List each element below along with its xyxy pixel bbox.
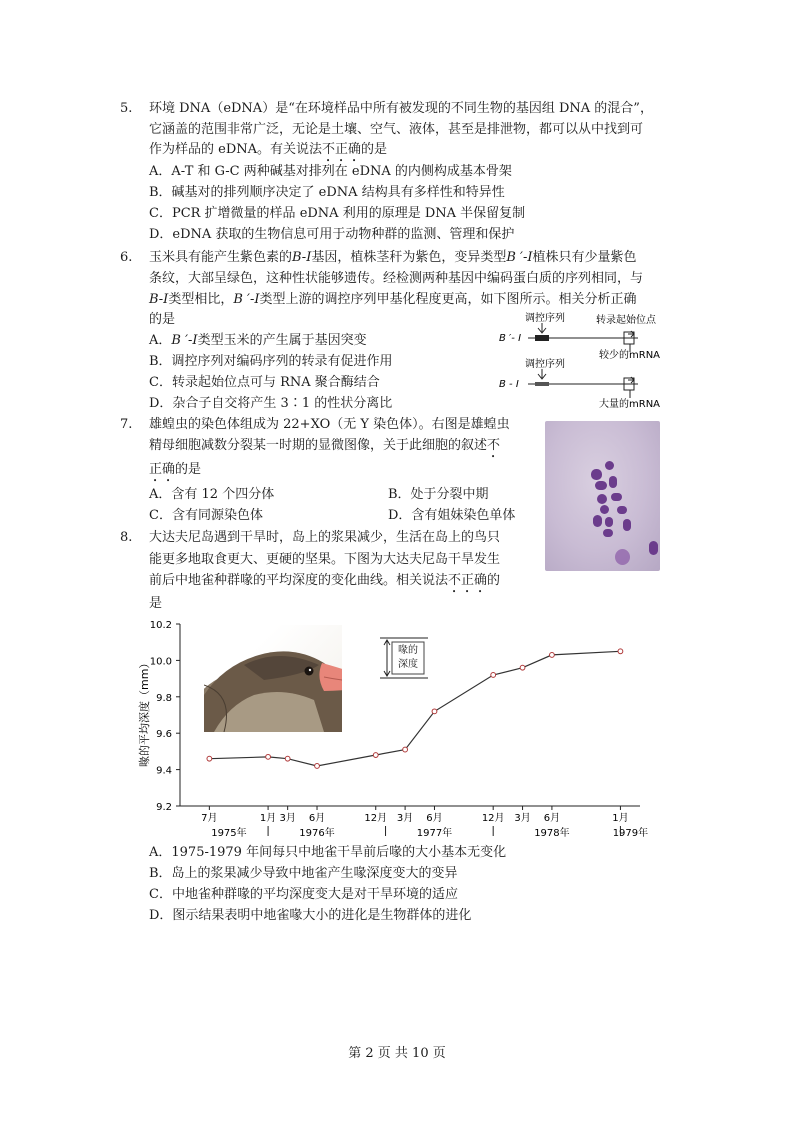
chromosome [611, 493, 622, 501]
q6-stem-line1 [149, 248, 637, 268]
chromosome [593, 515, 602, 527]
data-point [550, 653, 555, 658]
down-arrow-icon [538, 369, 546, 379]
q8-text: 前后中地雀种群喙的平均深度的变化曲线。相关说法 [149, 573, 449, 588]
chromosome [609, 476, 617, 488]
x-tick-label: 6月 [426, 813, 443, 824]
q6-text: 基因，植株茎秆为紫色，变异类型 [311, 250, 507, 265]
double-arrow-icon [384, 640, 390, 676]
data-point [315, 764, 320, 769]
data-point [266, 754, 271, 759]
q8-stem-line3 [149, 571, 500, 596]
year-label: 1976年 [299, 828, 335, 839]
q7-option-b: B．处于分裂中期 [388, 487, 489, 502]
q8-option-b: B．岛上的浆果减少导致中地雀产生喙深度变大的变异 [149, 866, 458, 881]
chromosome [649, 541, 658, 555]
chromosome [600, 505, 609, 514]
x-tick-label: 3月 [514, 813, 531, 824]
chromosome [597, 494, 607, 504]
y-tick-label: 9.2 [156, 802, 172, 813]
q7-emphasis: 不 [487, 438, 501, 453]
gene-b-prime-i: B ′-I [233, 292, 260, 307]
q8-option-d: D．图示结果表明中地雀喙大小的进化是生物群体的进化 [149, 908, 472, 923]
q6-stem-line3 [149, 290, 637, 310]
y-tick-label: 10.2 [149, 620, 172, 631]
less-mrna-label: 较少的mRNA [599, 350, 661, 361]
q5-number: 5. [120, 101, 133, 116]
q5-option-d: D．eDNA 获取的生物信息可用于动物种群的监测、管理和保护 [149, 227, 515, 242]
q5-stem-end: 的是 [361, 142, 388, 157]
q6-option-d: D．杂合子自交将产生 3∶1 的性状分离比 [149, 396, 393, 411]
q6-text: 玉米具有能产生紫色素的 [149, 250, 293, 265]
q7-option-c: C．含有同源染色体 [149, 508, 263, 523]
q7-stem-line1: 雄蝗虫的染色体组成为 22+XO（无 Y 染色体）。右图是雄蝗虫 [149, 417, 510, 432]
q7-number: 7. [120, 417, 133, 432]
q7-emphasis: 正确 [149, 462, 176, 477]
chromosome [603, 529, 613, 537]
year-labels [211, 826, 648, 839]
q5-option-a: A．A-T 和 G-C 两种碱基对排列在 eDNA 的内侧构成基本骨架 [149, 164, 512, 179]
chromosome-micrograph [545, 421, 660, 571]
cell-nucleus [615, 549, 630, 565]
year-label: 1979年 [612, 828, 649, 839]
q5-stem-line1: 环境 DNA（eDNA）是“在环境样品中所有被发现的不同生物的基因组 DNA 的混合”， [149, 101, 653, 116]
down-arrow-icon [538, 323, 546, 333]
x-tick-label: 12月 [364, 813, 388, 824]
q8-option-a: A．1975-1979 年间每只中地雀干旱前后喙的大小基本无变化 [149, 845, 507, 860]
year-label: 1975年 [211, 828, 247, 839]
q6-text: 类型相比， [168, 292, 234, 307]
q6-number: 6. [120, 250, 133, 265]
q8-text: 的 [487, 573, 501, 588]
x-tick-label: 3月 [396, 813, 414, 824]
top-gene-label: B ′- I [499, 333, 522, 344]
chromosome [623, 519, 631, 531]
year-label: 1977年 [416, 828, 453, 839]
x-tick-labels [201, 812, 628, 824]
top-regulatory-label: 调控序列 [525, 313, 565, 324]
x-tick-label: 7月 [201, 813, 218, 824]
x-tick-label: 3月 [279, 813, 296, 824]
beak-depth-annotation: 喙的深度 [398, 645, 418, 670]
x-tick-label: 1月 [259, 813, 277, 824]
finch-illustration [204, 625, 342, 732]
data-point [285, 756, 290, 761]
chromosome [605, 461, 614, 470]
q5-emphasis: 不正确 [322, 142, 362, 157]
gene-b-i: B-I [292, 250, 312, 265]
finch-photo [204, 625, 342, 732]
q7-option-a: A．含有 12 个四分体 [149, 487, 275, 502]
q6-stem-line2: 条纹，大部呈绿色，这种性状能够遗传。经检测两种基因中编码蛋白质的序列相同，与 [149, 271, 644, 286]
q7-stem-line2 [149, 436, 500, 461]
data-point [520, 665, 525, 670]
x-tick-label: 12月 [481, 813, 505, 824]
data-point [403, 747, 408, 752]
q5-option-b: B．碱基对的排列顺序决定了 eDNA 结构具有多样性和特异性 [149, 185, 505, 200]
y-tick-label: 10.0 [149, 656, 172, 668]
q5-option-c: C．PCR 扩增微量的样品 eDNA 利用的原理是 DNA 半保留复制 [149, 206, 526, 221]
data-point [618, 649, 623, 654]
option-letter: A． [149, 333, 172, 348]
q8-stem-line4: 是 [149, 596, 163, 611]
y-tick-label: 9.8 [156, 692, 172, 704]
chromosome [617, 506, 627, 514]
year-label: 1978年 [534, 828, 570, 839]
gene-b-prime-i: B ′-I [171, 333, 198, 348]
bottom-regulatory-label: 调控序列 [525, 359, 565, 370]
chromosome [595, 481, 607, 490]
data-point [373, 753, 378, 758]
x-tick-label: 6月 [543, 813, 561, 824]
methylated-region [535, 335, 549, 341]
more-mrna-label: 大量的mRNA [599, 399, 661, 410]
gene-b-i: B-I [149, 292, 169, 307]
x-tick-label: 1月 [612, 813, 629, 824]
y-tick-label: 9.6 [156, 729, 172, 741]
q5-stem-line2: 它涵盖的范围非常广泛，无论是土壤、空气、液体，甚至是排泄物，都可以从中找到可 [149, 122, 644, 137]
q7-option-d: D．含有姐妹染色单体 [388, 508, 516, 523]
regulatory-region [535, 382, 549, 386]
option-text: 类型玉米的产生属于基因突变 [197, 333, 367, 348]
data-point [432, 709, 437, 714]
q8-number: 8. [120, 530, 133, 545]
page-footer: 第 2 页 共 10 页 [348, 1046, 446, 1061]
q8-stem-line2: 能更多地取食更大、更硬的坚果。下图为大达夫尼岛干旱发生 [149, 552, 501, 567]
q8-option-c: C．中地雀种群喙的平均深度变大是对干旱环境的适应 [149, 887, 458, 902]
q5-stem-text: 作为样品的 eDNA。有关说法 [149, 142, 323, 157]
y-tick-labels [150, 620, 172, 813]
y-axis-label: 喙的平均深度（mm） [138, 657, 151, 767]
q6-option-a [149, 331, 367, 351]
q7-text: 精母细胞减数分裂某一时期的显微图像，关于此细胞的叙述 [149, 438, 488, 453]
q6-stem-line4: 的是 [149, 312, 176, 327]
chromosome [605, 517, 613, 527]
x-tick-label: 6月 [308, 813, 326, 824]
q6-option-b: B．调控序列对编码序列的转录有促进作用 [149, 354, 393, 369]
y-tick-label: 9.4 [156, 765, 172, 777]
data-point [491, 673, 496, 678]
tss-label: 转录起始位点 [596, 315, 656, 326]
q7-stem-line3 [149, 460, 201, 485]
q7-text: 的是 [175, 462, 202, 477]
chromosome [591, 469, 602, 480]
q8-stem-line1: 大达夫尼岛遇到干旱时，岛上的浆果减少，生活在岛上的鸟只 [149, 530, 501, 545]
data-point [207, 756, 212, 761]
q6-option-c: C．转录起始位点可与 RNA 聚合酶结合 [149, 375, 380, 390]
gene-regulation-diagram [490, 308, 700, 412]
bottom-gene-label: B - I [499, 379, 519, 390]
q6-text: 植株只有少量紫色 [532, 250, 637, 265]
q8-emphasis: 不正确 [448, 573, 488, 588]
gene-b-prime-i: B ′-I [506, 250, 533, 265]
q6-text: 类型上游的调控序列甲基化程度更高，如下图所示。相关分析正确 [259, 292, 637, 307]
